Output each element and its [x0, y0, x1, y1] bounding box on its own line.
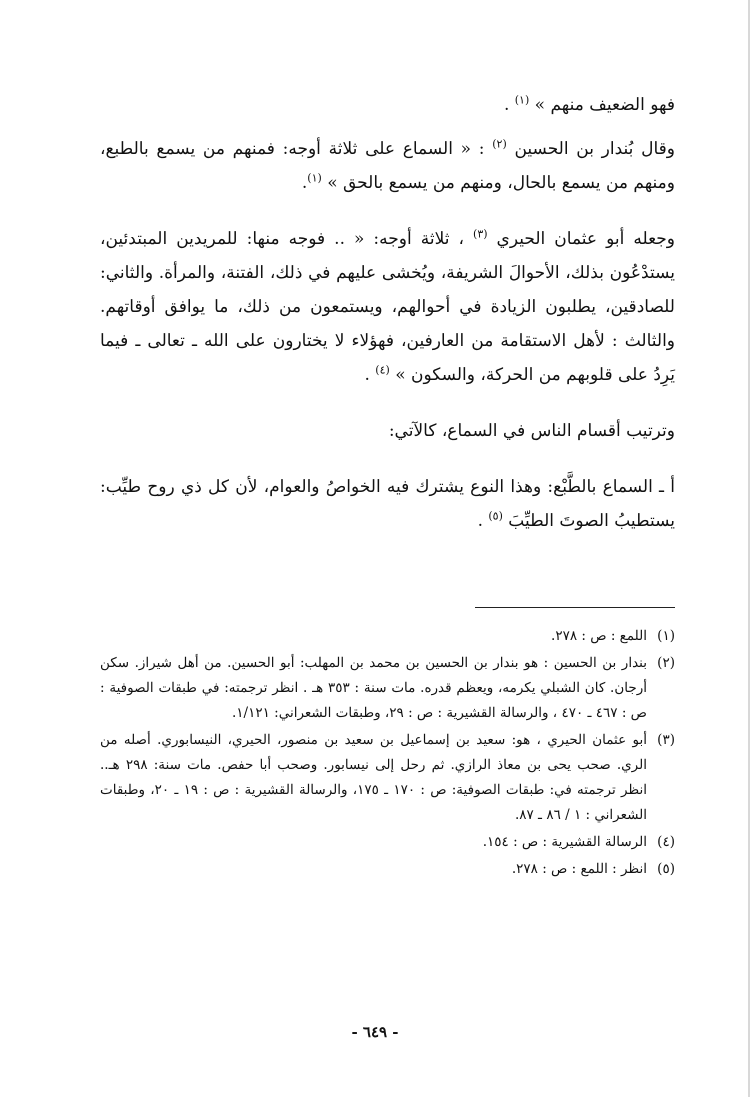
- footnote-number: (٢): [657, 655, 675, 671]
- footnote-text: اللمع : ص : ٢٧٨.: [551, 628, 647, 644]
- footnote-number: (٤): [657, 834, 675, 850]
- footnote: [100, 651, 675, 726]
- paragraph-1-text: فهو الضعيف منهم »: [529, 95, 675, 115]
- footnote-ref-2b: (١): [307, 171, 322, 185]
- footnote-ref-3: (٣): [473, 227, 488, 241]
- footnote: [100, 624, 675, 649]
- paragraph-2: [100, 132, 675, 200]
- footnote: [100, 830, 675, 855]
- paragraph-5: [100, 470, 675, 538]
- footnote-divider: [475, 607, 675, 608]
- footnote-text: بندار بن الحسين : هو بندار بن الحسين بن محمد بن المهلب: أبو الحسين. من أهل شيراز. سكن أرجان. كان الشبلي يكرمه، ويعظم قدره. مات سنة : ٣٥٣ هـ . انظر ترجمته: في طبقات الصوفية : ص : ٤٦٧ ـ ٤٧٠ ، والرسالة القشيرية : ص : ٢٩، وطبقات الشعراني: ١/١٢١.: [100, 655, 647, 721]
- footnotes: [100, 624, 675, 884]
- footnote-text: الرسالة القشيرية : ص : ١٥٤.: [482, 834, 647, 850]
- footnote-number: (٣): [657, 732, 675, 748]
- paragraph-3-end: .: [364, 365, 376, 385]
- footnote-ref-4: (٤): [375, 363, 390, 377]
- footnote-ref-2: (٢): [492, 137, 507, 151]
- paragraph-3: [100, 222, 675, 392]
- footnote-text: أبو عثمان الحيري ، هو: سعيد بن إسماعيل بن سعيد بن منصور، الحيري، النيسابوري. أصله من الري. صحب يحى بن معاذ الرازي. ثم رحل إلى نيسابور. وصحب أبا حفص. مات سنة: ٢٩٨ هـ.. انظر ترجمته في: طبقات الصوفية: ص : ١٧٠ ـ ١٧٥، والرسالة القشيرية : ص : ١٩ ـ ٢٠، وطبقات الشعراني : ١ / ٨٦ ـ ٨٧.: [100, 732, 647, 823]
- paragraph-3-text-b: ، ثلاثة أوجه: « .. فوجه منها: للمريدين المبتدئين، يستدْعُون بذلك، الأحوالَ الشريفة، ويُخشى عليهم في ذلك، الفتنة، والمرأة. والثاني: للصادقين، يطلبون الزيادة في أحوالهم، ويستمعون من ذلك، ما يوافق أوقاتهم. والثالث : لأهل الاستقامة من العارفين، فهؤلاء لا يختارون على الله ـ تعالى ـ فيما يَرِدُ على قلوبهم من الحركة، والسكون »: [100, 229, 675, 385]
- footnote-ref-5: (٥): [488, 509, 503, 523]
- paragraph-5-end: .: [477, 511, 489, 531]
- paragraph-4: وترتيب أقسام الناس في السماع، كالآتي:: [388, 421, 675, 441]
- footnote: [100, 728, 675, 828]
- footnote-number: (١): [657, 628, 675, 644]
- paragraph-2-text-a: وقال بُندار بن الحسين: [506, 139, 675, 159]
- paragraph-1: [100, 88, 675, 122]
- footnote-ref-1: (١): [514, 93, 530, 107]
- paragraph-2-text-b: : « السماع على ثلاثة أوجه: فمنهم من يسمع بالطبع، ومنهم من يسمع بالحال، ومنهم من يسمع بالحق »: [100, 139, 675, 193]
- paragraph-2-end: .: [301, 173, 308, 193]
- paragraph-1-end: .: [503, 95, 515, 115]
- page-number: - ٦٤٩ -: [351, 1023, 399, 1041]
- footnote-text: انظر : اللمع : ص : ٢٧٨.: [511, 861, 647, 877]
- paragraph-5-text: أ ـ السماع بالطَّبْع: وهذا النوع يشترك فيه الخواصُ والعوام، لأن كل ذي روح طيِّب: يستطيبُ الصوتَ الطيِّبَ: [100, 477, 675, 531]
- paragraph-3-text-a: وجعله أبو عثمان الحيري: [487, 229, 675, 249]
- main-text: [100, 88, 675, 560]
- footnote: [100, 857, 675, 882]
- footnote-number: (٥): [657, 861, 675, 877]
